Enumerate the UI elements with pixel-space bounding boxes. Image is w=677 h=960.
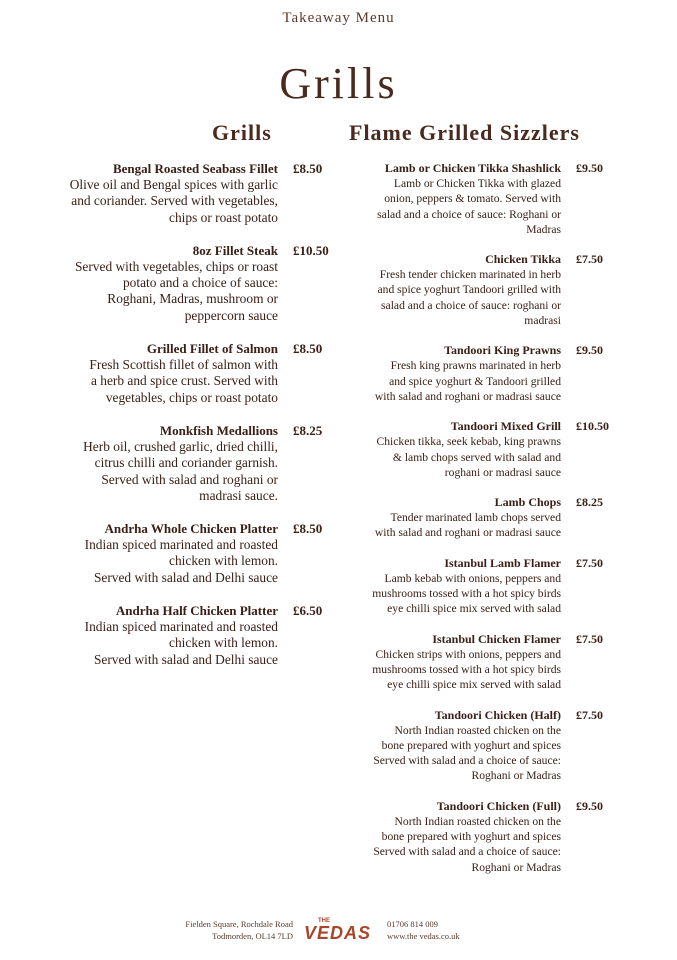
logo-top-text: THE xyxy=(318,918,330,924)
item-desc-line: & lamb chops served with salad and xyxy=(392,450,561,464)
menu-item xyxy=(357,495,603,541)
item-desc-line: with salad and roghani or madrasi sauce xyxy=(374,389,561,403)
website-link[interactable]: www.the vedas.co.uk xyxy=(387,931,460,941)
item-name: Chicken Tikka xyxy=(485,252,561,267)
item-desc-line: with salad and roghani or madrasi sauce xyxy=(374,526,561,540)
item-desc-line: Fresh king prawns marinated in herb xyxy=(390,359,561,373)
menu-item xyxy=(357,161,603,237)
item-desc-line: Tender marinated lamb chops served xyxy=(390,511,561,525)
item-desc-line: Roghani or Madras xyxy=(471,769,561,783)
item-price: £7.50 xyxy=(576,631,603,646)
footer xyxy=(0,914,677,954)
item-desc-line: a herb and spice crust. Served with xyxy=(90,373,278,389)
item-price: £8.50 xyxy=(293,161,323,176)
item-desc-line: chicken with lemon. xyxy=(169,553,278,569)
menu-item xyxy=(357,252,603,328)
logo-text: VEDAS xyxy=(304,923,372,943)
item-desc-line: madrasi xyxy=(524,314,561,328)
phone: 01706 814 009 xyxy=(387,919,438,929)
item-price: £7.50 xyxy=(576,252,603,267)
item-desc-line: chips or roast potato xyxy=(169,209,278,225)
item-price: £8.25 xyxy=(293,422,323,438)
item-price: £10.50 xyxy=(576,419,609,434)
item-desc-line: madrasi sauce. xyxy=(199,487,278,503)
item-desc-line: Served with salad and Delhi sauce xyxy=(93,651,278,667)
item-desc-line: bone prepared with yoghurt and spices xyxy=(381,830,561,844)
item-desc-line: Indian spiced marinated and roasted xyxy=(84,537,278,553)
address-line: Fielden Square, Rochdale Road xyxy=(185,919,293,929)
menu-item xyxy=(357,798,603,875)
item-desc-line: and spice yoghurt Tandoori grilled with xyxy=(377,283,561,297)
page-title: Grills xyxy=(279,59,398,108)
item-name: Monkfish Medallions xyxy=(159,422,278,438)
item-desc-line: peppercorn sauce xyxy=(184,307,278,323)
item-desc-line: Fresh Scottish fillet of salmon with xyxy=(89,357,278,373)
menu-item xyxy=(357,631,603,693)
item-desc-line: mushrooms tossed with a hot spicy birds xyxy=(372,662,561,676)
item-desc-line: roghani or madrasi sauce xyxy=(444,465,561,479)
top-label: Takeaway Menu xyxy=(282,10,395,26)
item-desc-line: bone prepared with yoghurt and spices xyxy=(381,738,561,752)
item-desc-line: chicken with lemon. xyxy=(169,635,278,651)
item-name: 8oz Fillet Steak xyxy=(192,242,278,258)
item-price: £7.50 xyxy=(576,707,603,722)
item-desc-line: Served with salad and a choice of sauce: xyxy=(373,845,561,859)
item-desc-line: Served with vegetables, chips or roast xyxy=(74,258,278,274)
item-desc-line: Madras xyxy=(526,222,561,236)
item-price: £8.50 xyxy=(293,521,323,537)
item-desc-line: eye chilli spice mix served with salad xyxy=(387,602,561,616)
item-desc-line: Roghani or Madras xyxy=(471,860,561,874)
menu-item xyxy=(357,343,603,404)
item-desc-line: onion, peppers & tomato. Served with xyxy=(384,192,561,206)
item-desc-line: potato and a choice of sauce: xyxy=(122,275,278,291)
item-price: £9.50 xyxy=(576,161,603,175)
item-desc-line: Chicken strips with onions, peppers and xyxy=(375,647,561,661)
item-desc-line: salad and a choice of sauce: roghani or xyxy=(381,298,561,312)
item-desc-line: Served with salad and Delhi sauce xyxy=(93,569,278,585)
item-desc-line: Roghani, Madras, mushroom or xyxy=(107,291,278,307)
address-line: Todmorden, OL14 7LD xyxy=(212,931,293,941)
item-name: Bengal Roasted Seabass Fillet xyxy=(112,161,278,176)
sizzlers-column xyxy=(0,161,677,875)
item-price: £6.50 xyxy=(293,603,323,619)
item-desc-line: North Indian roasted chicken on the xyxy=(394,723,561,737)
item-name: Tandoori Chicken (Full) xyxy=(436,798,561,813)
item-desc-line: Olive oil and Bengal spices with garlic xyxy=(69,177,278,192)
right-column-title: Flame Grilled Sizzlers xyxy=(349,120,580,145)
item-desc-line: North Indian roasted chicken on the xyxy=(394,814,561,828)
item-price: £10.50 xyxy=(293,242,329,258)
item-desc-line: Lamb kebab with onions, peppers and xyxy=(384,571,561,585)
item-desc-line: Herb oil, crushed garlic, dried chilli, xyxy=(83,438,278,454)
footer-address xyxy=(185,918,293,942)
item-desc-line: citrus chilli and coriander garnish. xyxy=(94,455,278,471)
item-desc-line: Served with salad and a choice of sauce: xyxy=(373,754,561,768)
item-name: Andrha Half Chicken Platter xyxy=(115,603,278,619)
menu-item xyxy=(357,419,609,480)
item-desc-line: eye chilli spice mix served with salad xyxy=(387,678,561,692)
vedas-logo xyxy=(302,914,382,944)
left-column-title: Grills xyxy=(212,120,272,145)
item-name: Tandoori Mixed Grill xyxy=(450,419,561,434)
item-desc-line: Lamb or Chicken Tikka with glazed xyxy=(393,177,561,190)
menu-item xyxy=(357,555,603,617)
item-price: £8.50 xyxy=(293,341,323,357)
item-desc-line: Served with salad and roghani or xyxy=(101,471,278,487)
menu-item xyxy=(357,707,603,784)
item-price: £8.25 xyxy=(576,495,603,510)
item-desc-line: salad and a choice of sauce: Roghani or xyxy=(377,207,561,221)
item-name: Lamb Chops xyxy=(494,495,561,510)
item-price: £9.50 xyxy=(576,798,603,813)
item-desc-line: mushrooms tossed with a hot spicy birds xyxy=(372,587,561,601)
item-name: Andrha Whole Chicken Platter xyxy=(104,521,278,537)
item-name: Tandoori Chicken (Half) xyxy=(434,707,561,722)
item-name: Istanbul Chicken Flamer xyxy=(432,631,561,646)
item-desc-line: and spice yoghurt & Tandoori grilled xyxy=(389,374,561,388)
item-desc-line: and coriander. Served with vegetables, xyxy=(71,193,278,209)
item-desc-line: Indian spiced marinated and roasted xyxy=(84,619,278,635)
item-desc-line: Fresh tender chicken marinated in herb xyxy=(379,268,561,282)
footer-contact xyxy=(387,918,460,942)
item-price: £9.50 xyxy=(576,343,603,358)
item-name: Grilled Fillet of Salmon xyxy=(146,341,278,357)
item-name: Lamb or Chicken Tikka Shashlick xyxy=(384,161,561,175)
item-name: Istanbul Lamb Flamer xyxy=(444,555,561,570)
item-price: £7.50 xyxy=(576,555,603,570)
item-desc-line: Chicken tikka, seek kebab, king prawns xyxy=(376,435,561,449)
item-desc-line: vegetables, chips or roast potato xyxy=(105,389,278,405)
item-name: Tandoori King Prawns xyxy=(444,343,561,358)
